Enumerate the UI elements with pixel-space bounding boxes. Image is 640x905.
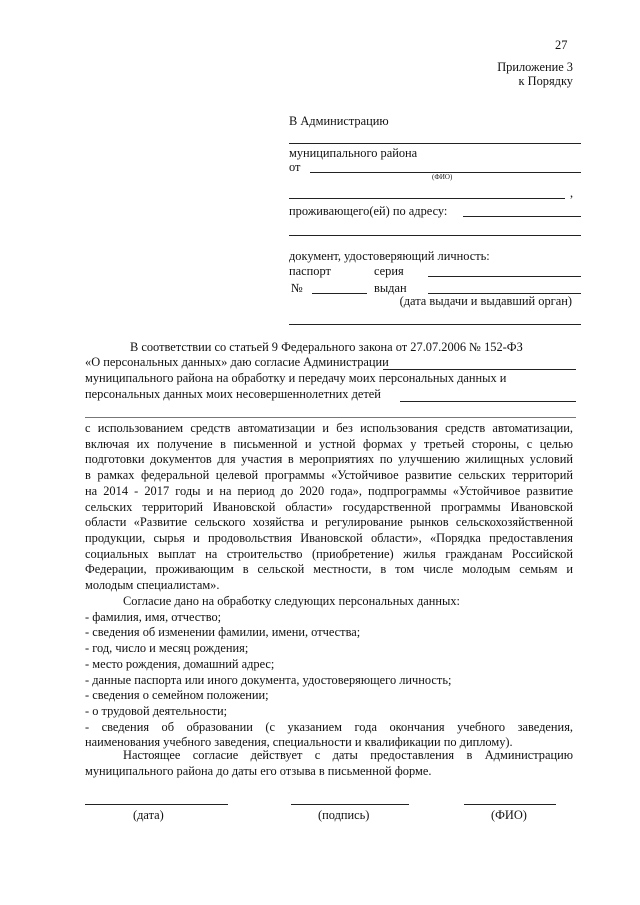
- date-sign-line: [85, 804, 228, 805]
- children-line: [400, 401, 576, 402]
- addressee-name-line: [289, 143, 581, 144]
- fio-hint: (ФИО): [432, 173, 453, 181]
- number-line: [312, 293, 367, 294]
- passport-label: паспорт: [289, 264, 331, 278]
- body-line: Федерации, проживающим в сельской местности, в том числе молодым семьям и: [85, 562, 573, 577]
- list-item: - данные паспорта или иного документа, удостоверяющего личность;: [85, 672, 452, 687]
- address-line: [463, 216, 581, 217]
- address-line-2: [289, 235, 581, 236]
- list-item: - место рождения, домашний адрес;: [85, 656, 275, 671]
- number-label: №: [291, 281, 303, 295]
- fio-line-2: [289, 198, 565, 199]
- list-item: - сведения о семейном положении;: [85, 688, 269, 703]
- from-label: от: [289, 160, 301, 174]
- id-doc-label: документ, удостоверяющий личность:: [289, 249, 490, 263]
- appendix-line2: к Порядку: [518, 74, 573, 88]
- list-item: - год, число и месяц рождения;: [85, 641, 249, 656]
- body-line-last: молодым специалистам».: [85, 578, 220, 593]
- list-item: - фамилия, имя, отчество;: [85, 609, 222, 624]
- addressee: В Администрацию: [289, 114, 389, 128]
- signature-line: [291, 804, 409, 805]
- body-line: социальных выплат на строительство (приобретение) жилья гражданам Российской: [85, 546, 573, 561]
- consent-list: [85, 594, 573, 751]
- validity-line1: Настоящее согласие действует с даты предоставления в Администрацию: [123, 748, 573, 762]
- list-item-education: - сведения об образовании (с указанием года окончания учебного заведения,: [85, 719, 573, 734]
- appendix-line1: Приложение 3: [497, 60, 573, 74]
- list-item-education-cont: наименования учебного заведения, специальности и квалификации по диплому).: [85, 735, 513, 750]
- validity-paragraph: [85, 748, 573, 779]
- children-line-2: [85, 417, 576, 418]
- series-line: [428, 276, 581, 277]
- signature-caption: (подпись): [318, 808, 370, 822]
- intro-line4: персональных данных моих несовершеннолетних детей: [85, 387, 381, 401]
- body-line: с использованием средств автоматизации и без использования средств автоматизации,: [85, 421, 573, 435]
- body-line: в рамках федеральной целевой программы «Устойчивое развитие сельских территорий: [85, 468, 573, 483]
- fio-comma: ,: [570, 186, 574, 200]
- district-label: муниципального района: [289, 146, 418, 160]
- fio-sign-line: [464, 804, 556, 805]
- list-item: - сведения об изменении фамилии, имени, отчества;: [85, 625, 361, 640]
- purpose-paragraph: [85, 421, 573, 594]
- intro-line2: «О персональных данных» даю согласие Администрации: [85, 355, 389, 369]
- administration-line: [383, 369, 576, 370]
- body-line: сельских территорий Ивановской области» государственной программы Ивановской: [85, 499, 573, 514]
- series-label: серия: [374, 264, 404, 278]
- residing-label: проживающего(ей) по адресу:: [289, 204, 448, 218]
- list-item: - о трудовой деятельности;: [85, 703, 228, 718]
- fio-caption: (ФИО): [491, 808, 527, 822]
- body-line: на 2014 - 2017 годы и на период до 2020 года», подпрограммы «Устойчивое развитие: [85, 483, 573, 498]
- body-line: продукции, сырья и продовольствия Ивановской области», «Порядка предоставления: [85, 530, 573, 545]
- validity-line2: муниципального района до даты его отзыва в письменной форме.: [85, 763, 432, 778]
- page-number: 27: [555, 38, 568, 52]
- issued-label: выдан: [374, 281, 407, 295]
- consent-heading: Согласие дано на обработку следующих персональных данных:: [123, 594, 460, 608]
- intro-line3: муниципального района на обработку и передачу моих персональных данных и: [85, 371, 507, 385]
- body-line: подготовки документов для участия в мероприятиях по улучшению жилищных условий: [85, 452, 573, 467]
- intro-line1: В соответствии со статьей 9 Федерального закона от 27.07.2006 № 152-ФЗ: [130, 340, 523, 354]
- issued-hint: (дата выдачи и выдавший орган): [399, 294, 572, 308]
- issued-line-2: [289, 324, 581, 325]
- body-line: области «Развитие сельского хозяйства и регулирование рынков сельскохозяйственной: [85, 515, 573, 530]
- date-caption: (дата): [133, 808, 164, 822]
- body-line: включая их получение в письменной и устной формах у третьей стороны, с целью: [85, 436, 573, 451]
